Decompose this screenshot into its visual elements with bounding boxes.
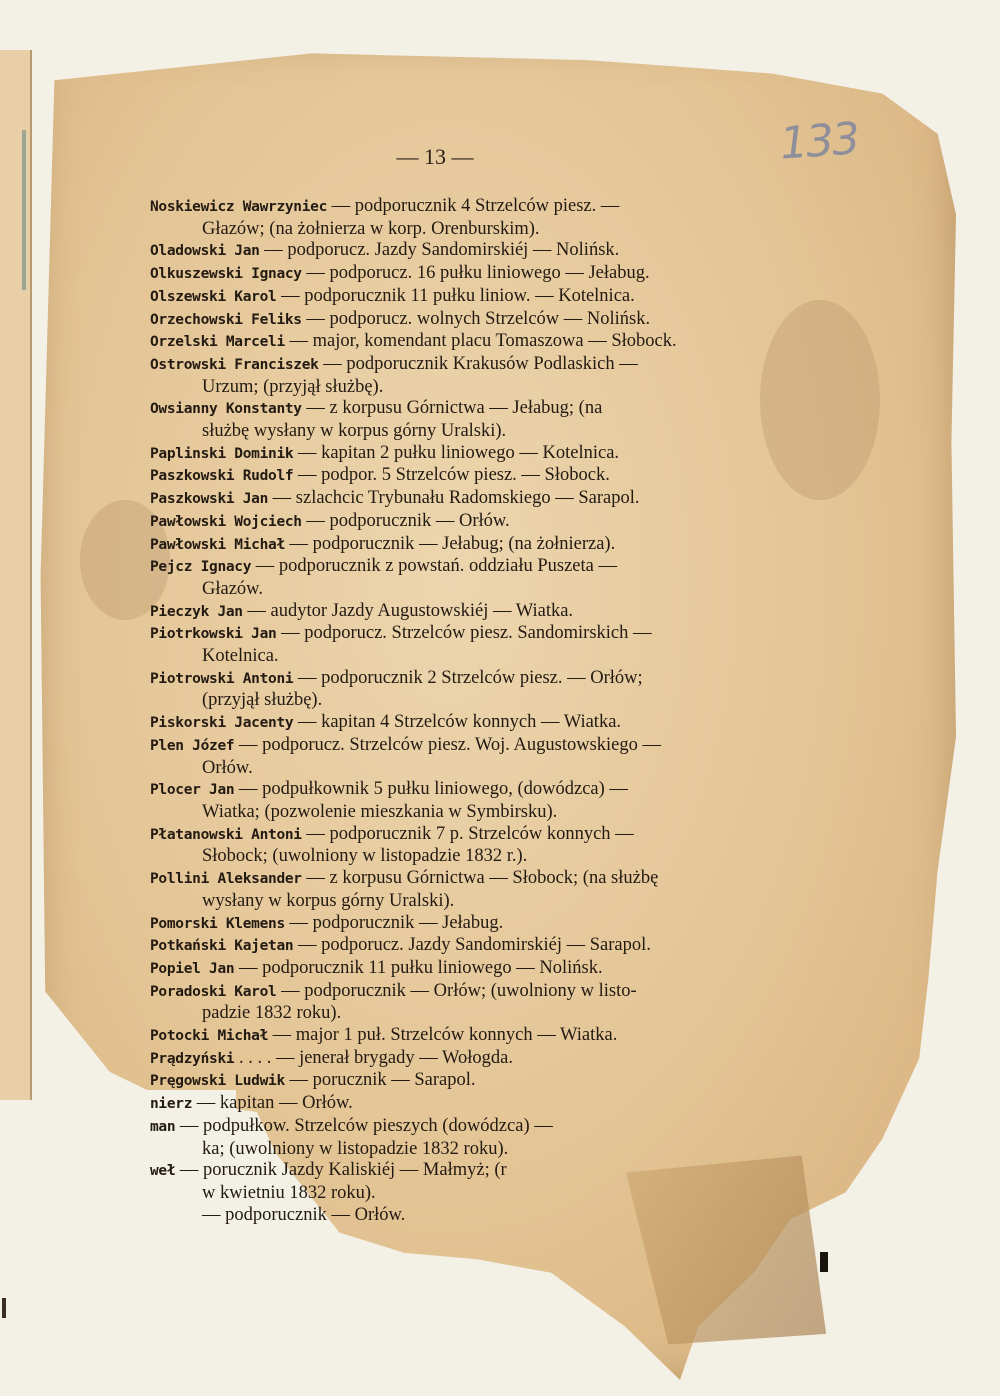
list-item: [150, 802, 730, 824]
entry-text: Głazów.: [202, 578, 263, 599]
list-item: [150, 488, 730, 511]
entry-text: ka; (uwolniony w listopadzie 1832 roku).: [202, 1138, 509, 1159]
list-item: [150, 712, 730, 735]
list-item: [150, 1183, 730, 1205]
entry-text: — z korpusu Górnictwa — Słobock; (na służbę: [301, 868, 659, 889]
entry-text: — podporucz. 16 pułku liniowego — Jełabug.: [301, 263, 650, 284]
list-item: [150, 1116, 730, 1139]
list-item: [150, 891, 730, 913]
entry-text: Urzum; (przyjął służbę).: [202, 376, 384, 397]
entry-name: Ostrowski Franciszek: [150, 356, 319, 373]
entry-text: służbę wysłany w korpus górny Uralski).: [202, 421, 507, 442]
list-item: [150, 1070, 730, 1093]
entry-text: — podporucznik Krakusów Podlaskich —: [318, 353, 638, 374]
list-item: [150, 1139, 730, 1161]
entry-text: — podporucz. wolnych Strzelców — Nolińsk.: [301, 308, 651, 329]
entry-name: Pawłowski Michał: [150, 536, 285, 553]
entry-text: Kotelnica.: [202, 646, 279, 667]
entry-text: — major, komendant placu Tomaszowa — Słobock.: [284, 331, 677, 352]
list-item: [150, 846, 730, 868]
list-item: [150, 196, 730, 219]
entry-name: Piskorski Jacenty: [150, 715, 294, 732]
entry-text: — z korpusu Górnictwa — Jełabug; (na: [301, 398, 603, 419]
list-item: [150, 758, 730, 780]
list-item: [150, 331, 730, 354]
entry-text: Orłów.: [202, 757, 253, 778]
list-item: [150, 935, 730, 958]
list-item: [150, 354, 730, 377]
list-item: [150, 534, 730, 557]
list-item: [150, 465, 730, 488]
entry-text: (przyjął służbę).: [202, 690, 323, 711]
list-item: [150, 1003, 730, 1025]
entry-text: padzie 1832 roku).: [202, 1003, 342, 1024]
entry-text: — podporucznik — Jełabug.: [284, 912, 504, 933]
entry-name: man: [150, 1118, 176, 1135]
entry-name: Pomorski Klemens: [150, 915, 285, 932]
entry-text: — podporucz. Strzelców piesz. Sandomirskich —: [276, 623, 652, 644]
entry-name: Olkuszewski Ignacy: [150, 266, 302, 283]
list-item: [150, 668, 730, 691]
binding-strip: [22, 130, 26, 290]
list-item: [150, 623, 730, 646]
entry-text: — podporucz. Jazdy Sandomirskiéj — Nolińsk.: [259, 240, 620, 261]
entry-text: — podporucznik 11 pułku liniow. — Kotelnica.: [276, 285, 635, 306]
entry-text: — podporucznik — Orłów.: [301, 510, 510, 531]
page-number: — 13 —: [396, 144, 474, 169]
entry-list: [150, 196, 730, 1226]
entry-name: Potocki Michał: [150, 1028, 269, 1045]
entry-name: Orzelski Marceli: [150, 334, 285, 351]
entry-name: Owsianny Konstanty: [150, 401, 302, 418]
entry-text: w kwietniu 1832 roku).: [202, 1182, 376, 1203]
entry-name: Poradoski Karol: [150, 983, 277, 1000]
entry-name: Pręgowski Ludwik: [150, 1073, 285, 1090]
list-item: [150, 579, 730, 601]
list-item: [150, 1048, 730, 1071]
list-item: [150, 398, 730, 421]
list-item: [150, 913, 730, 936]
entry-name: Prądzyński: [150, 1050, 235, 1067]
entry-text: — podporucznik — Jełabug; (na żołnierza).: [284, 533, 616, 554]
entry-name: Olszewski Karol: [150, 288, 277, 305]
list-item: [150, 690, 730, 712]
entry-name: Potkański Kajetan: [150, 938, 294, 955]
entry-name: Plen Józef: [150, 737, 235, 754]
list-item: [150, 421, 730, 443]
entry-name: Piotrkowski Jan: [150, 626, 277, 643]
entry-text: — podporucznik 2 Strzelców piesz. — Orłów;: [293, 667, 643, 688]
list-item: [150, 646, 730, 668]
entry-name: Noskiewicz Wawrzyniec: [150, 199, 328, 215]
list-item: [150, 1093, 730, 1116]
entry-name: Pejcz Ignacy: [150, 559, 252, 576]
list-item: [150, 824, 730, 847]
entry-text: — podpułkow. Strzelców pieszych (dowódzca) —: [175, 1115, 553, 1136]
entry-text: wysłany w korpus górny Uralski).: [202, 890, 455, 911]
entry-name: Piotrowski Antoni: [150, 670, 294, 687]
entry-text: — kapitan — Orłów.: [192, 1093, 353, 1114]
list-item: [150, 981, 730, 1004]
list-item: [150, 1160, 730, 1183]
list-item: [150, 511, 730, 534]
entry-text: — podporucznik 7 p. Strzelców konnych —: [301, 823, 634, 844]
entry-text: — szlachcic Trybunału Radomskiego — Sarapol.: [268, 488, 640, 509]
entry-name: nierz: [150, 1096, 193, 1113]
entry-text: — porucznik — Sarapol.: [284, 1070, 476, 1091]
entry-text: — major 1 puł. Strzelców konnych — Wiatka.: [268, 1025, 618, 1046]
list-item: [150, 779, 730, 802]
list-item: [150, 601, 730, 624]
entry-text: — podporucz. Strzelców piesz. Woj. Augustowskiego —: [234, 734, 662, 755]
entry-text: — kapitan 2 pułku liniowego — Kotelnica.: [293, 442, 620, 463]
list-item: [150, 240, 730, 263]
handwritten-note: 133: [778, 113, 860, 170]
list-item: [150, 309, 730, 332]
entry-text: — podpor. 5 Strzelców piesz. — Słobock.: [293, 465, 610, 486]
entry-text: . . . . — jenerał brygady — Wołogda.: [234, 1047, 514, 1068]
entry-text: — podporucznik 4 Strzelców piesz. —: [327, 196, 620, 216]
entry-name: Orzechowski Feliks: [150, 311, 302, 328]
entry-name: Paszkowski Jan: [150, 491, 269, 508]
list-item: [150, 377, 730, 399]
list-item: [150, 263, 730, 286]
list-item: [150, 1205, 730, 1227]
entry-text: — kapitan 4 Strzelców konnych — Wiatka.: [293, 712, 622, 733]
entry-text: — podporucznik 11 pułku liniowego — Nolińsk.: [234, 957, 603, 978]
entry-name: Popiel Jan: [150, 960, 235, 977]
list-item: [150, 286, 730, 309]
entry-text: Głazów; (na żołnierza w korp. Orenburskim).: [202, 218, 540, 239]
list-item: [150, 556, 730, 579]
entry-name: Paszkowski Rudolf: [150, 468, 294, 485]
list-item: [150, 868, 730, 891]
entry-name: Pawłowski Wojciech: [150, 513, 302, 530]
entry-text: Wiatka; (pozwolenie mieszkania w Symbirsku).: [202, 801, 558, 822]
ink-mark: [820, 1252, 828, 1272]
entry-text: — podporucznik z powstań. oddziału Puszeta —: [251, 556, 617, 577]
ink-mark: [2, 1298, 6, 1318]
list-item: [150, 443, 730, 466]
entry-name: Plocer Jan: [150, 782, 235, 799]
entry-text: — podporucznik — Orłów; (uwolniony w listo-: [276, 980, 637, 1001]
list-item: [150, 219, 730, 241]
entry-text: Słobock; (uwolniony w listopadzie 1832 r.).: [202, 846, 528, 867]
entry-text: — podporucz. Jazdy Sandomirskiéj — Sarapol.: [293, 935, 651, 956]
entry-text: — podpułkownik 5 pułku liniowego, (dowódzca) —: [234, 779, 628, 800]
paper-stain: [760, 300, 880, 500]
list-item: [150, 958, 730, 981]
entry-name: Oladowski Jan: [150, 243, 260, 260]
entry-name: Pieczyk Jan: [150, 603, 243, 620]
list-item: [150, 1025, 730, 1048]
entry-text: — podporucznik — Orłów.: [202, 1204, 406, 1225]
entry-name: weł: [150, 1163, 176, 1180]
previous-page-edge: [0, 50, 32, 1100]
entry-name: Paplinski Dominik: [150, 445, 294, 462]
entry-name: Płatanowski Antoni: [150, 826, 302, 843]
entry-name: Pollini Aleksander: [150, 871, 302, 888]
list-item: [150, 735, 730, 758]
entry-text: — audytor Jazdy Augustowskiéj — Wiatka.: [242, 600, 574, 621]
entry-text: — porucznik Jazdy Kaliskiéj — Małmyż; (r: [175, 1160, 507, 1181]
